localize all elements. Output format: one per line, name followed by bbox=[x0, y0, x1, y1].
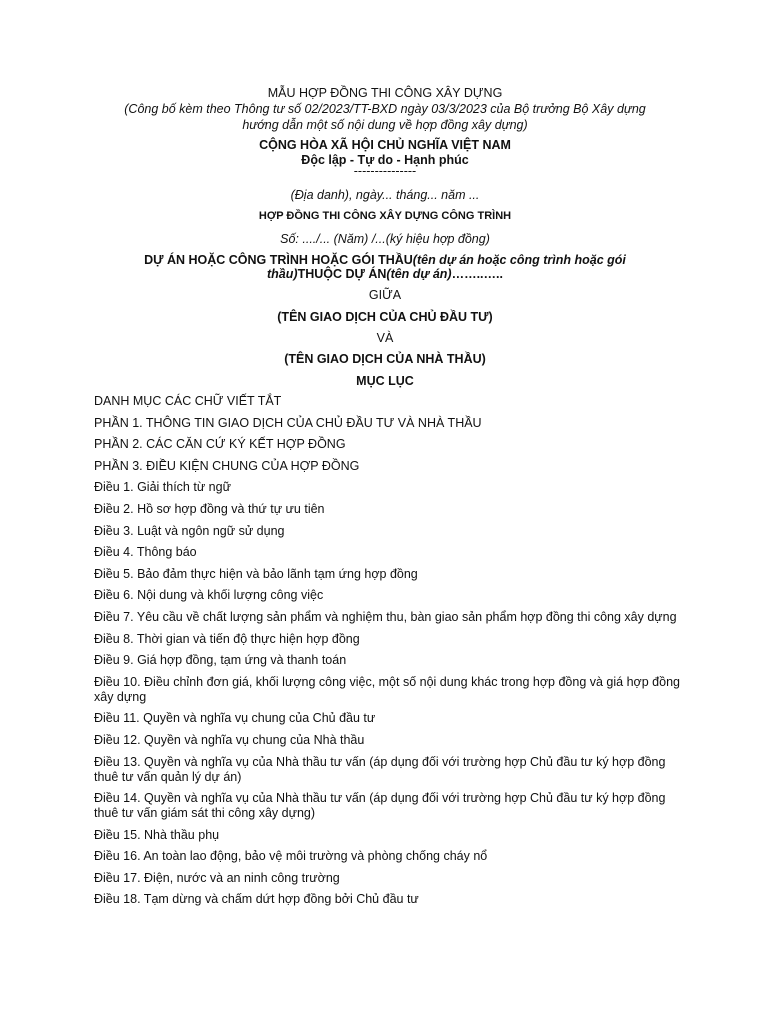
project-label: DỰ ÁN HOẶC CÔNG TRÌNH HOẶC GÓI THẦU bbox=[144, 253, 413, 267]
toc-item: Điều 3. Luật và ngôn ngữ sử dụng bbox=[94, 523, 285, 538]
toc-item: PHẦN 3. ĐIỀU KIỆN CHUNG CỦA HỢP ĐỒNG bbox=[94, 458, 360, 473]
toc-item: Điều 6. Nội dung và khối lượng công việc bbox=[94, 588, 324, 603]
toc-item: Điều 12. Quyền và nghĩa vụ chung của Nhà thầu bbox=[94, 732, 365, 747]
between-label: GIỮA bbox=[368, 288, 402, 302]
toc-item: Điều 7. Yêu cầu về chất lượng sản phẩm và nghiệm thu, bàn giao sản phẩm hợp đồng thi công xây dựng bbox=[94, 609, 677, 624]
toc-item: Điều 16. An toàn lao động, bảo vệ môi trường và phòng chống cháy nổ bbox=[94, 849, 488, 864]
toc-item: Điều 9. Giá hợp đồng, tạm ứng và thanh toán bbox=[94, 653, 347, 668]
toc-item: Điều 11. Quyền và nghĩa vụ chung của Chủ đầu tư bbox=[94, 711, 376, 726]
place-date-line: (Địa danh), ngày... tháng... năm ... bbox=[290, 188, 480, 202]
party-b-name: (TÊN GIAO DỊCH CỦA NHÀ THẦU) bbox=[284, 352, 486, 366]
project-dots: ……..….. bbox=[451, 267, 503, 281]
toc-item: Điều 8. Thời gian và tiến độ thực hiện hợp đồng bbox=[94, 631, 360, 646]
motto-divider: --------------- bbox=[353, 164, 417, 178]
contract-number: Số: ..../... (Năm) /...(ký hiệu hợp đồng) bbox=[280, 232, 490, 246]
toc-item: DANH MỤC CÁC CHỮ VIẾT TẮT bbox=[94, 394, 282, 408]
toc-item: Điều 5. Bảo đảm thực hiện và bảo lãnh tạm ứng hợp đồng bbox=[94, 566, 418, 581]
toc-item: Điều 17. Điện, nước và an ninh công trường bbox=[94, 870, 340, 885]
document-subtitle-line-1: (Công bố kèm theo Thông tư số 02/2023/TT-BXD ngày 03/3/2023 của Bộ trưởng Bộ Xây dựng bbox=[124, 102, 646, 116]
toc-item: PHẦN 2. CÁC CĂN CỨ KÝ KẾT HỢP ĐỒNG bbox=[94, 437, 346, 452]
national-slogan: Độc lập - Tự do - Hạnh phúc bbox=[301, 153, 469, 167]
toc-item: Điều 2. Hồ sơ hợp đồng và thứ tự ưu tiên bbox=[94, 501, 325, 516]
toc-item: PHẦN 1. THÔNG TIN GIAO DỊCH CỦA CHỦ ĐẦU TƯ VÀ NHÀ THẦU bbox=[94, 415, 482, 430]
toc-item: Điều 14. Quyền và nghĩa vụ của Nhà thầu tư vấn (áp dụng đối với trường hợp Chủ đầu tư ký hợp đồng thuê tư vấn giám sát thi công xây dựng) bbox=[94, 791, 666, 821]
project-placeholder-2: thầu) bbox=[267, 267, 298, 281]
project-line-1 bbox=[0, 253, 770, 267]
toc-item: Điều 1. Giải thích từ ngữ bbox=[94, 480, 231, 495]
party-a-name: (TÊN GIAO DỊCH CỦA CHỦ ĐẦU TƯ) bbox=[277, 310, 493, 324]
toc-item: Điều 13. Quyền và nghĩa vụ của Nhà thầu tư vấn (áp dụng đối với trường hợp Chủ đầu tư ký hợp đồng thuê tư vấn quản lý dự án) bbox=[94, 754, 666, 784]
project-line-2 bbox=[0, 267, 770, 281]
document-subtitle-line-2: hướng dẫn một số nội dung về hợp đồng xây dựng) bbox=[242, 118, 528, 132]
toc-title: MỤC LỤC bbox=[356, 374, 414, 388]
document-title: MẪU HỢP ĐỒNG THI CÔNG XÂY DỰNG bbox=[267, 86, 503, 100]
toc-item: Điều 4. Thông báo bbox=[94, 545, 197, 560]
toc-item: Điều 10. Điều chỉnh đơn giá, khối lượng công việc, một số nội dung khác trong hợp đồng và giá hợp đồng xây dựng bbox=[94, 674, 680, 704]
project-belongs-label: THUỘC DỰ ÁN bbox=[297, 267, 387, 281]
and-label: VÀ bbox=[376, 331, 394, 345]
table-of-contents bbox=[94, 394, 684, 914]
toc-item: Điều 18. Tạm dừng và chấm dứt hợp đồng bởi Chủ đầu tư bbox=[94, 892, 419, 907]
project-placeholder-1: (tên dự án hoặc công trình hoặc gói bbox=[412, 253, 626, 267]
project-name-placeholder: (tên dự án) bbox=[386, 267, 452, 281]
national-title: CỘNG HÒA XÃ HỘI CHỦ NGHĨA VIỆT NAM bbox=[259, 138, 511, 152]
toc-item: Điều 15. Nhà thầu phụ bbox=[94, 827, 220, 842]
contract-name: HỢP ĐỒNG THI CÔNG XÂY DỰNG CÔNG TRÌNH bbox=[258, 210, 512, 222]
